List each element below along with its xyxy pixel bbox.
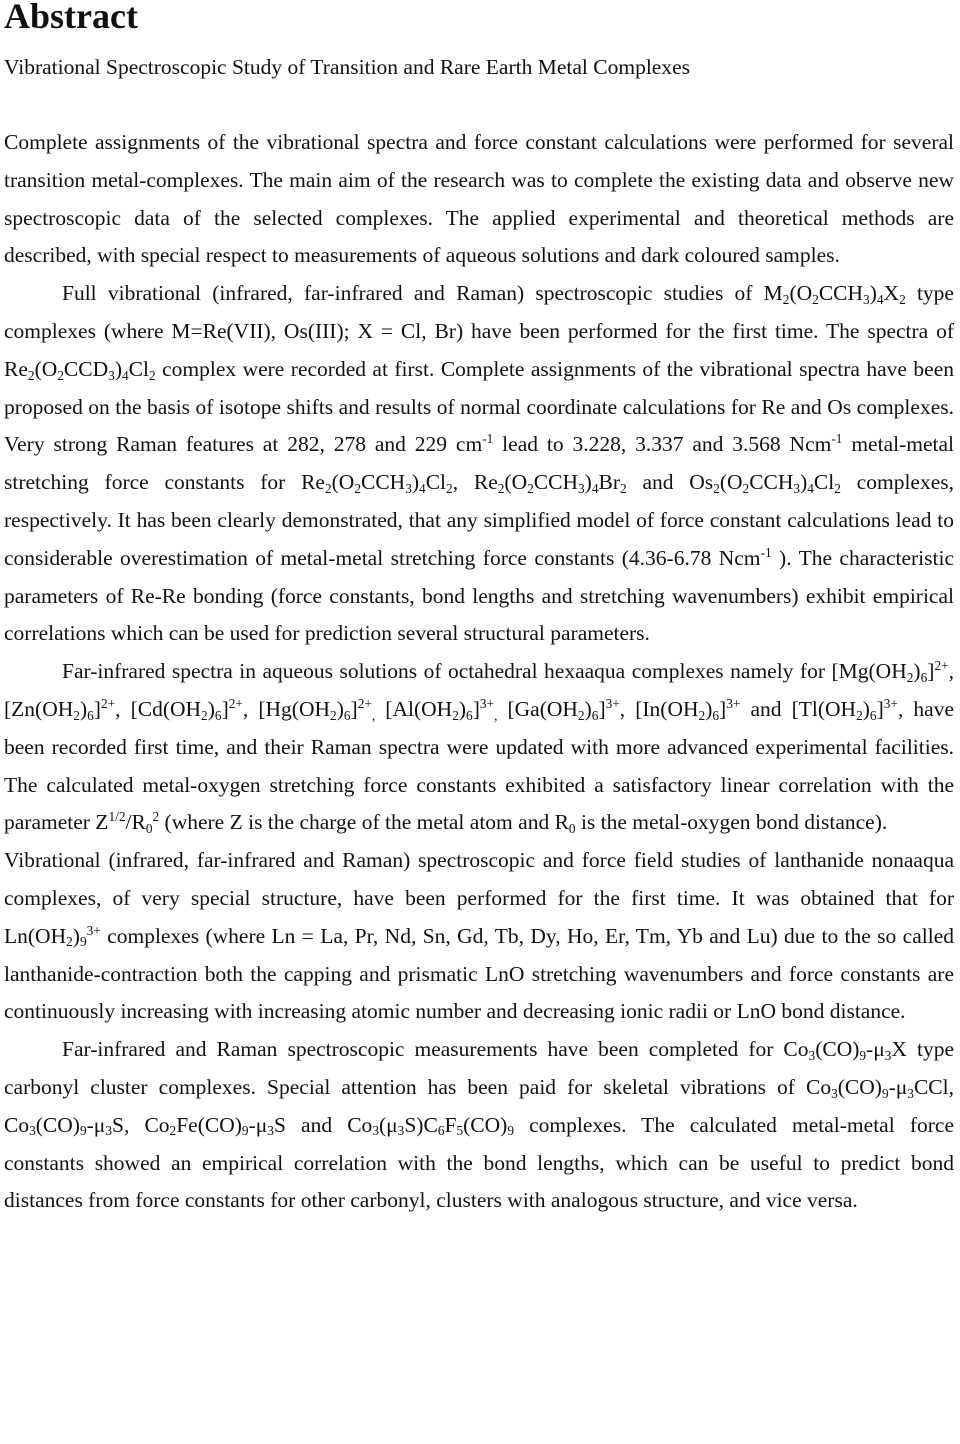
paragraph-4: Vibrational (infrared, far-infrared and Raman) spectroscopic and force field studies of lanthanide nonaaqua complexes, of very special structure, have been performed for the first time. It was obtained that for $Ln(OH_2)_9^{3+}$ complexes (where Ln = La, Pr, Nd, Sn, Gd, Tb, Dy, Ho, Er, Tm, Yb and Lu) due to the so called lanthanide-contraction both the capping and prismatic LnO stretching wavenumbers and force constants are continuously increasing with increasing atomic number and decreasing ionic radii or LnO bond distance.	[4, 848, 954, 1024]
abstract-body	[4, 124, 954, 1220]
p5-text-b: type carbonyl cluster complexes. Special attention has been paid for skeletal vibrations of	[4, 1037, 954, 1099]
formula-co3-co9-mu3-x: $Co_3(CO)_9-\mu_3X$	[783, 1037, 907, 1063]
paragraph-1-text: Complete assignments of the vibrational spectra and force constant calculations were performed for several transition metal-complexes. The main aim of the research was to complete the existing data and observe new spectroscopic data of the selected complexes. The applied experimental and theoretical methods are described, with special respect to measurements of aqueous solutions and dark coloured samples.	[4, 130, 954, 268]
p2-text-d: lead to 3.228, 3.337 and 3.568 Ncm	[493, 432, 832, 457]
p5-text-c: complexes. The calculated metal-metal force constants showed an empirical correlation with the bond lengths, which can be useful to predict bond distances from force constants for other carbonyl, clusters with analogous structure, and vice versa.	[4, 1112, 954, 1213]
p2-text-h: ). The characteristic parameters of Re-Re bonding (force constants, bond lengths and stretching wavenumbers) exhibit empirical correlations which can be used for prediction several structural parameters.	[4, 545, 955, 646]
p2-text-f: and	[626, 470, 690, 495]
formula-cluster-list: $Co_3(CO)_9-\mu_3CCl$, $Co_3(CO)_9-\mu_3S$, $Co_2Fe(CO)_9-\mu_3S$ and $Co_3(\mu_3S)C_6F_5(CO)_9$	[4, 1074, 954, 1139]
superscript-minus-one: -1	[760, 544, 772, 560]
paragraph-5	[4, 1031, 954, 1220]
formula-re2-o2ccd3-4-cl2: $Re_2(O_2CCD_3)_4Cl_2$	[4, 356, 156, 383]
superscript-minus-one: -1	[831, 431, 843, 447]
p5-text-a: Far-infrared and Raman spectroscopic measurements have been completed for	[62, 1037, 784, 1062]
p2-text-c: complex were recorded at first. Complete assignments of the vibrational spectra have been proposed on the basis of isotope shifts and results of normal coordinate calculations for Re and Os complexes. Very strong Raman features at 282, 278 and 229 cm	[4, 356, 954, 457]
paragraph-3: Far-infrared spectra in aqueous solutions of octahedral hexaaqua complexes namely for $[Mg(OH_2)_6]^{2+}$, $[Zn(OH_2)_6]^{2+}$, $[Cd(OH_2)_6]^{2+}$, $[Hg(OH_2)_6]^{2+}_,$ $[Al(OH_2)_6]^{3+}_,$ $[Ga(OH_2)_6]^{3+}$, $[In(OH_2)_6]^{3+}$ and $[Tl(OH_2)_6]^{3+}$, have been recorded first time, and their Raman spectra were updated with more advanced experimental facilities. The calculated metal-oxygen stretching force constants exhibited a satisfactory linear correlation with the parameter $Z^{1/2}/R_0^2$ (where Z is the charge of the metal atom and $R_0$ is the metal-oxygen bond distance).	[4, 658, 954, 837]
superscript-minus-one: -1	[482, 431, 494, 447]
formula-re2-cl2: $Re_2(O_2CCH_3)_4Cl_2$, $Re_2(O_2CCH_3)_4Br_2$	[301, 470, 627, 496]
p2-text-b: type complexes (where M=Re(VII), Os(III); X = Cl, Br) have been performed for the first time. The spectra of	[4, 281, 954, 343]
p2-text-e: metal-metal stretching force constants for	[4, 432, 955, 495]
paragraph-1	[4, 124, 954, 275]
formula-os2-cl2: $Os_2(O_2CCH_3)_4Cl_2$	[689, 470, 841, 496]
p4-text-b: complexes (where Ln = La, Pr, Nd, Sn, Gd, Tb, Dy, Ho, Er, Tm, Yb and Lu) due to the so called lanthanide-contraction both the capping and prismatic LnO stretching wavenumbers and force constants are continuously increasing with increasing atomic number and decreasing ionic radii or LnO bond distance.	[4, 923, 954, 1024]
paragraph-2	[4, 275, 954, 653]
thesis-title: Vibrational Spectroscopic Study of Transition and Rare Earth Metal Complexes	[4, 55, 690, 79]
page-heading: Abstract	[4, 0, 138, 36]
formula-m2-o2cch3-4-x2: $M_2(O_2CCH_3)_4X_2$	[763, 281, 906, 307]
p3-text-d: is the metal-oxygen bond distance).	[575, 810, 888, 835]
p4-text-a: Vibrational (infrared, far-infrared and Raman) spectroscopic and force field studies of lanthanide nonaaqua complexes, of very special structure, have been performed for the first time. It was obtained that for Ln(OH	[4, 848, 954, 948]
formula-hexaaqua-list: $[Mg(OH_2)_6]^{2+}$, $[Zn(OH_2)_6]^{2+}$, $[Cd(OH_2)_6]^{2+}$, $[Hg(OH_2)_6]^{2+}_,$ $[Al(OH_2)_6]^{3+}_,$ $[Ga(OH_2)_6]^{3+}$, $[In(OH_2)_6]^{3+}$ and $[Tl(OH_2)_6]^{3+}$	[4, 658, 954, 723]
p3-text-c: (where Z is the charge of the metal atom and R	[159, 810, 569, 835]
p3-text-a: Far-infrared spectra in aqueous solutions of octahedral hexaaqua complexes namely for	[62, 659, 832, 684]
p2-text-g: complexes, respectively. It has been clearly demonstrated, that any simplified model of force constant calculations lead to considerable overestimation of metal-metal stretching force constants (4.36-6.78 Ncm	[4, 470, 954, 570]
p3-text-b: , have been recorded first time, and their Raman spectra were updated with more advanced experimental facilities. The calculated metal-oxygen stretching force constants exhibited a satisfactory linear correlation with the parameter Z	[4, 696, 954, 835]
p2-text-a: Full vibrational (infrared, far-infrared and Raman) spectroscopic studies of	[62, 281, 764, 306]
superscript-one-half: 1/2	[108, 809, 126, 825]
